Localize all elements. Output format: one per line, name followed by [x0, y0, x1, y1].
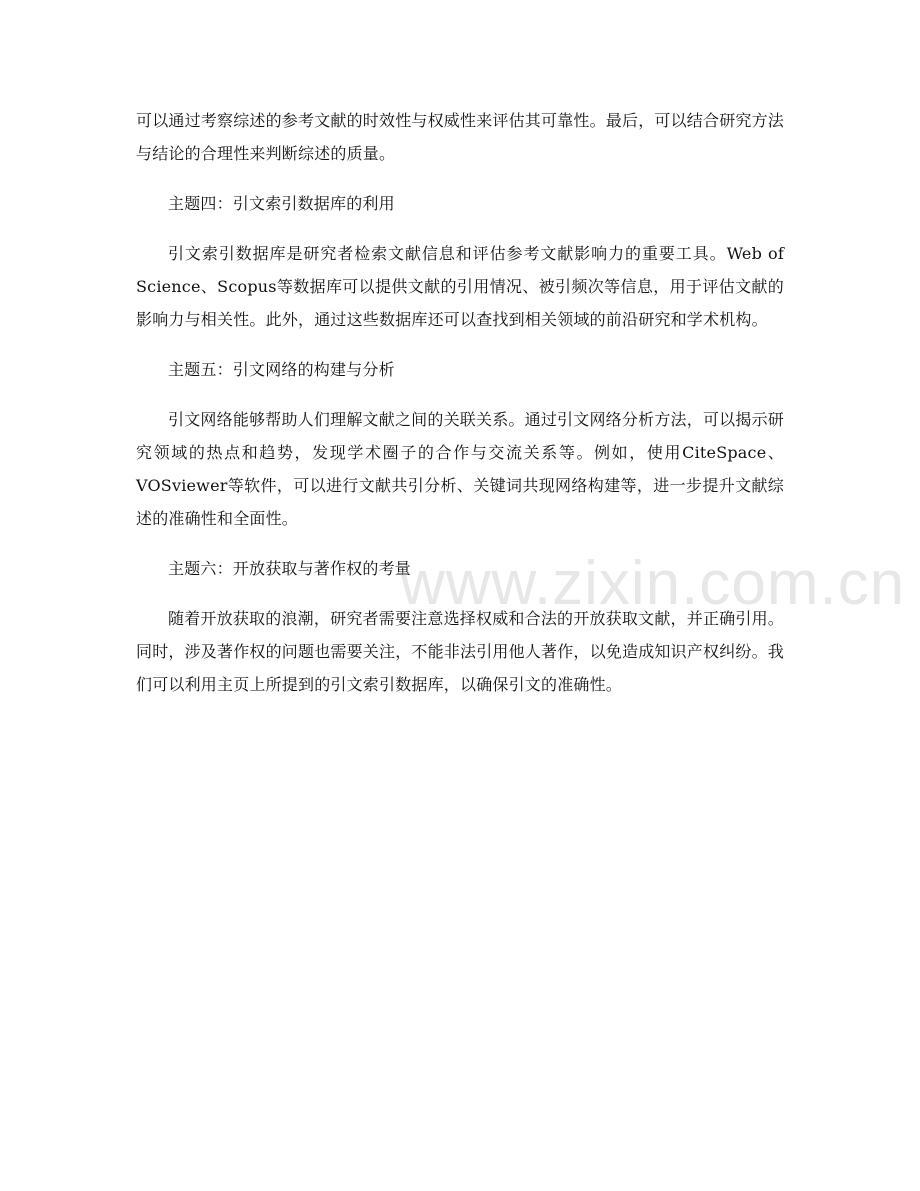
- paragraph-4: 随着开放获取的浪潮，研究者需要注意选择权威和合法的开放获取文献，并正确引用。同时，涉及著作权的问题也需要关注，不能非法引用他人著作，以免造成知识产权纠纷。我们可以利用主页上所提到的引文索引数据库，以确保引文的准确性。: [136, 609, 785, 694]
- paragraph-2: 引文索引数据库是研究者检索文献信息和评估参考文献影响力的重要工具。Web of Science、Scopus等数据库可以提供文献的引用情况、被引频次等信息，用于评估文献的影响力与相关性。此外，通过这些数据库还可以查找到相关领域的前沿研究和学术机构。: [136, 244, 784, 329]
- paragraph-3: 引文网络能够帮助人们理解文献之间的关联关系。通过引文网络分析方法，可以揭示研究领域的热点和趋势，发现学术圈子的合作与交流关系等。例如，使用CiteSpace、VOSviewer等软件，可以进行文献共引分析、关键词共现网络构建等，进一步提升文献综述的准确性和全面性。: [136, 410, 784, 528]
- document-body: [136, 104, 784, 718]
- heading-topic-6: 主题六：开放获取与著作权的考量: [168, 559, 412, 578]
- heading-topic-4: 主题四：引文索引数据库的利用: [168, 194, 395, 213]
- watermark: www.zixin.com.cn: [400, 549, 906, 618]
- paragraph-1: 可以通过考察综述的参考文献的时效性与权威性来评估其可靠性。最后，可以结合研究方法与结论的合理性来判断综述的质量。: [136, 111, 785, 163]
- heading-topic-5: 主题五：引文网络的构建与分析: [168, 360, 395, 379]
